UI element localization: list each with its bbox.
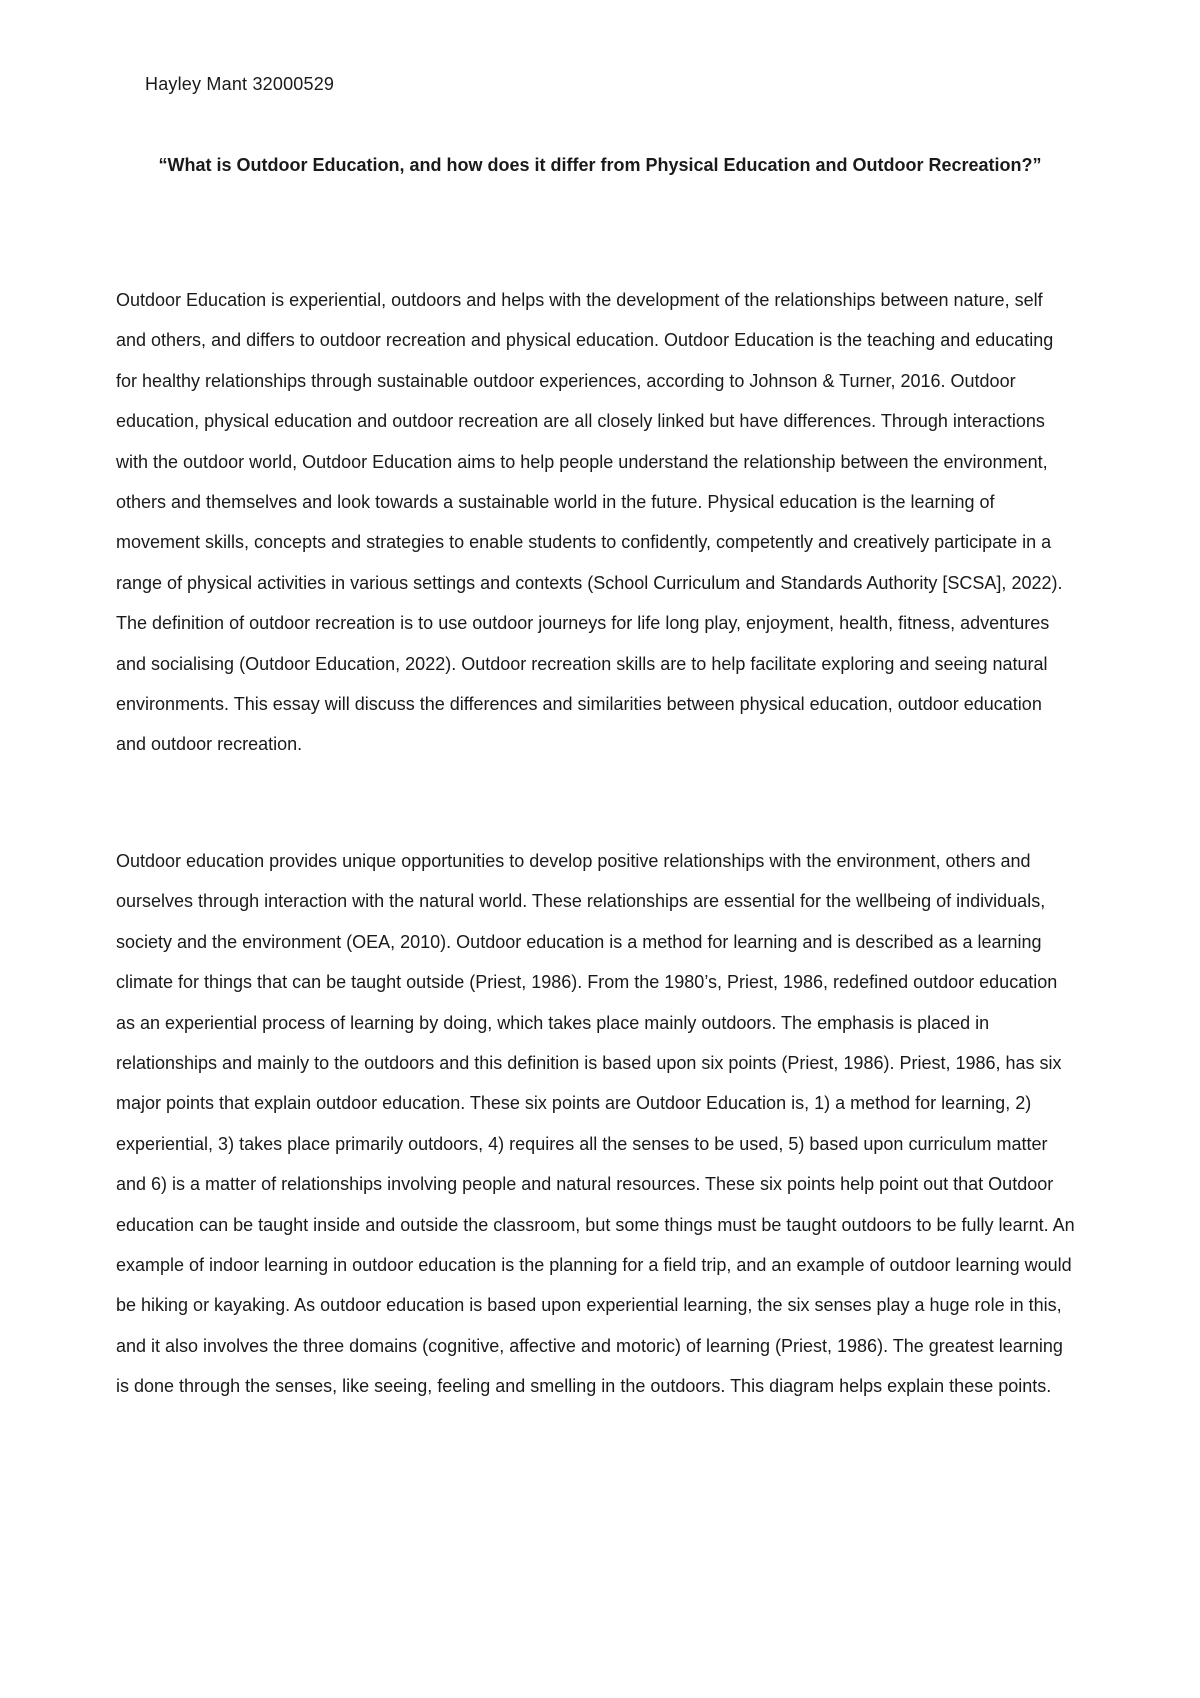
paragraph-introduction: Outdoor Education is experiential, outdoors and helps with the development of the relationships between nature, self and others, and differs to outdoor recreation and physical education. Outdoor Education is the teaching and educating for healthy relationships through sustainable outdoor experiences, according to Johnson & Turner, 2016. Outdoor education, physical education and outdoor recreation are all closely linked but have differences. Through interactions with the outdoor world, Outdoor Education aims to help people understand the relationship between the environment, others and themselves and look towards a sustainable world in the future. Physical education is the learning of movement skills, concepts and strategies to enable students to confidently, competently and creatively participate in a range of physical activities in various settings and contexts (School Curriculum and Standards Authority [SCSA], 2022). The definition of outdoor recreation is to use outdoor journeys for life long play, enjoyment, health, fitness, adventures and socialising (Outdoor Education, 2022). Outdoor recreation skills are to help facilitate exploring and seeing natural environments. This essay will discuss the differences and similarities between physical education, outdoor education and outdoor recreation. bbox=[116, 290, 1063, 755]
essay-title: “What is Outdoor Education, and how does it differ from Physical Education and Outdoor Recreation?” bbox=[158, 155, 1042, 175]
author-header: Hayley Mant 32000529 bbox=[145, 74, 335, 94]
paragraph-outdoor-education: Outdoor education provides unique opportunities to develop positive relationships with the environment, others and ourselves through interaction with the natural world. These relationships are essential for the wellbeing of individuals, society and the environment (OEA, 2010). Outdoor education is a method for learning and is described as a learning climate for things that can be taught outside (Priest, 1986). From the 1980’s, Priest, 1986, redefined outdoor education as an experiential process of learning by doing, which takes place mainly outdoors. The emphasis is placed in relationships and mainly to the outdoors and this definition is based upon six points (Priest, 1986). Priest, 1986, has six major points that explain outdoor education. These six points are Outdoor Education is, 1) a method for learning, 2) experiential, 3) takes place primarily outdoors, 4) requires all the senses to be used, 5) based upon curriculum matter and 6) is a matter of relationships involving people and natural resources. These six points help point out that Outdoor education can be taught inside and outside the classroom, but some things must be taught outdoors to be fully learnt. An example of indoor learning in outdoor education is the planning for a field trip, and an example of outdoor learning would be hiking or kayaking. As outdoor education is based upon experiential learning, the six senses play a huge role in this, and it also involves the three domains (cognitive, affective and motoric) of learning (Priest, 1986). The greatest learning is done through the senses, like seeing, feeling and smelling in the outdoors. This diagram helps explain these points. bbox=[116, 851, 1075, 1397]
